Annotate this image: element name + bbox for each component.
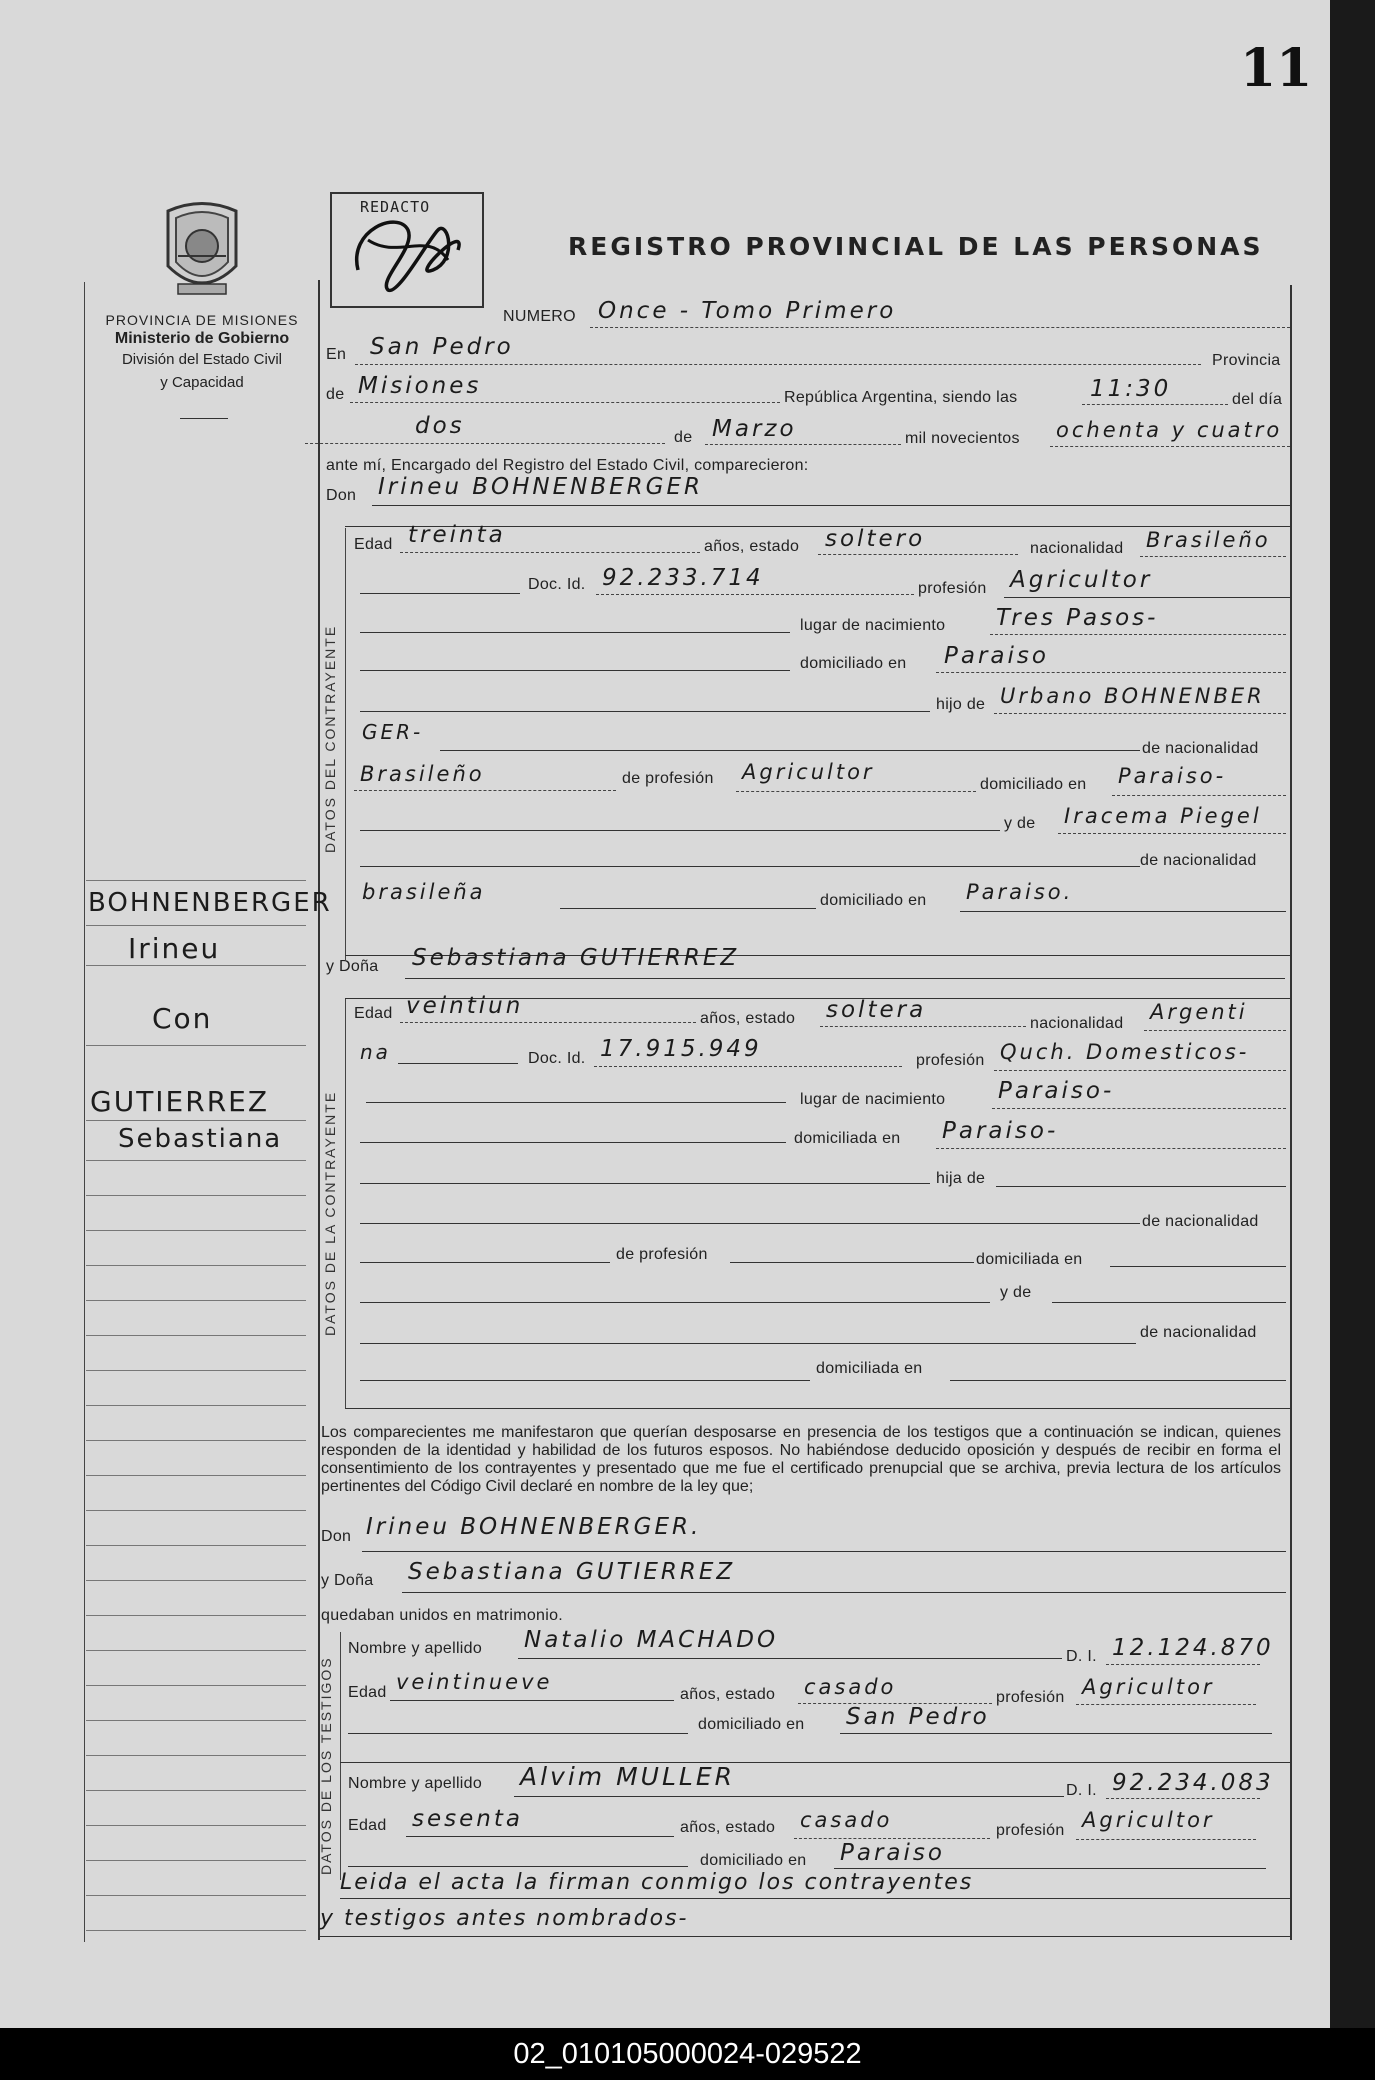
line-testigo2-nombre xyxy=(514,1796,1064,1797)
line-padre-domicilio xyxy=(1112,795,1286,796)
line-blank xyxy=(360,830,1000,831)
closing-line-2: y testigos antes nombrados- xyxy=(320,1906,689,1931)
line-domicilio-t2 xyxy=(834,1868,1266,1869)
value-declaracion-don: Irineu BOHNENBERGER. xyxy=(366,1514,702,1540)
line-en xyxy=(355,364,1201,365)
label-domiciliada-en: domiciliada en xyxy=(794,1130,901,1147)
redacto-stamp xyxy=(330,192,484,308)
line-declaracion-dona xyxy=(402,1592,1286,1593)
value-padre: Urbano BOHNENBER xyxy=(1000,684,1265,708)
margin-line xyxy=(86,1160,306,1161)
label-domiciliado-t2: domiciliado en xyxy=(700,1852,807,1869)
margin-line xyxy=(86,925,306,926)
line-contrayente-nombre xyxy=(372,505,1290,506)
line-blank xyxy=(360,1183,930,1184)
label-anos-estado: años, estado xyxy=(704,538,800,555)
margin-line xyxy=(86,1650,306,1651)
line-padre-cont xyxy=(440,750,1140,751)
institution-line-1: PROVINCIA DE MISIONES xyxy=(105,312,299,328)
label-edad-t2: Edad xyxy=(348,1817,387,1834)
label-madre-nacionalidad: de nacionalidad xyxy=(1140,852,1257,869)
margin-line xyxy=(86,1545,306,1546)
testigos-bracket xyxy=(340,1632,341,1880)
value-contrayente-edad: treinta xyxy=(408,522,506,548)
value-testigo1-nombre: Natalio MACHADO xyxy=(524,1627,779,1653)
value-contrayente-nombre: Irineu BOHNENBERGER xyxy=(378,474,703,500)
label-domiciliada-en-3: domiciliada en xyxy=(816,1360,923,1377)
image-caption: 02_010105000024-029522 xyxy=(0,2028,1375,2080)
line-testigos-separator xyxy=(340,1762,1290,1763)
margin-line xyxy=(86,1440,306,1441)
line-edad-t2 xyxy=(406,1836,674,1837)
label-don-declaracion: Don xyxy=(321,1528,352,1545)
margin-line xyxy=(86,1790,306,1791)
line-contrayenta-bottom xyxy=(345,1408,1290,1409)
line-edad-t1 xyxy=(390,1700,674,1701)
line-blank xyxy=(360,711,930,712)
label-profesion-t1: profesión xyxy=(996,1689,1065,1706)
line-doc xyxy=(596,594,914,595)
line-blank xyxy=(348,1733,688,1734)
line-provincia xyxy=(350,402,780,403)
line-contrayenta-nombre xyxy=(405,978,1285,979)
label-madre-domiciliado: domiciliado en xyxy=(820,892,927,909)
label-doc-2: Doc. Id. xyxy=(528,1050,586,1067)
label-de-provincia: de xyxy=(326,386,345,403)
document-title: REGISTRO PROVINCIAL DE LAS PERSONAS xyxy=(568,232,1264,261)
label-profesion-2: profesión xyxy=(916,1052,985,1069)
line-nac-cont xyxy=(398,1063,518,1064)
value-dia: dos xyxy=(415,413,465,439)
line-nacionalidad-2 xyxy=(1144,1030,1286,1031)
label-de-mes: de xyxy=(674,429,693,446)
value-contrayenta-lugar: Paraiso- xyxy=(998,1078,1115,1104)
value-testigo2-estado: casado xyxy=(800,1808,893,1832)
value-contrayenta-nacionalidad-cont: na xyxy=(360,1040,391,1064)
label-lugar-nacimiento: lugar de nacimiento xyxy=(800,617,946,634)
value-padre-cont: GER- xyxy=(362,720,424,744)
label-republica: República Argentina, siendo las xyxy=(784,389,1018,406)
line-testigo1-nombre xyxy=(518,1658,1062,1659)
value-testigo1-edad: veintinueve xyxy=(396,1670,553,1694)
value-hora: 11:30 xyxy=(1090,376,1172,402)
value-testigo1-domicilio: San Pedro xyxy=(846,1704,990,1730)
value-contrayenta-nacionalidad: Argenti xyxy=(1150,1000,1248,1024)
line-blank xyxy=(1052,1302,1286,1303)
label-lugar-nacimiento-2: lugar de nacimiento xyxy=(800,1091,946,1108)
line-estado-2 xyxy=(820,1026,1026,1027)
label-de-nacionalidad-2: de nacionalidad xyxy=(1142,1213,1259,1230)
label-padre-domiciliado: domiciliado en xyxy=(980,776,1087,793)
value-testigo2-edad: sesenta xyxy=(412,1806,523,1832)
line-closing-2 xyxy=(318,1936,1290,1937)
line-blank xyxy=(360,1302,990,1303)
margin-surname-2: GUTIERREZ xyxy=(90,1085,270,1118)
line-blank xyxy=(360,1262,610,1263)
value-contrayente-estado: soltero xyxy=(825,526,926,552)
margin-line xyxy=(86,1405,306,1406)
value-madre-nacionalidad: brasileña xyxy=(362,880,486,904)
line-anio xyxy=(1050,446,1290,447)
value-contrayenta-doc: 17.915.949 xyxy=(600,1036,762,1062)
contrayenta-bracket xyxy=(345,998,346,1408)
line-domicilio-2 xyxy=(936,1148,1286,1149)
margin-line xyxy=(86,1475,306,1476)
margin-line xyxy=(86,1580,306,1581)
value-provincia: Misiones xyxy=(358,373,482,399)
value-anio: ochenta y cuatro xyxy=(1056,418,1283,442)
line-edad-2 xyxy=(400,1022,696,1023)
line-profesion-t2 xyxy=(1076,1839,1256,1840)
line-padre xyxy=(994,713,1286,714)
margin-line xyxy=(86,1510,306,1511)
margin-line xyxy=(86,1265,306,1266)
line-blank xyxy=(360,1223,1140,1224)
line-lugar xyxy=(990,634,1286,635)
line-blank xyxy=(348,1866,688,1867)
section-label-contrayente: DATOS DEL CONTRAYENTE xyxy=(322,624,338,853)
line-mes xyxy=(705,444,901,445)
margin-surname-1: BOHNENBERGER xyxy=(88,888,332,918)
label-provincia: Provincia xyxy=(1212,352,1281,369)
value-padre-domicilio: Paraiso- xyxy=(1118,764,1227,788)
line-declaracion-don xyxy=(362,1551,1286,1552)
institution-rule xyxy=(180,418,228,419)
margin-line xyxy=(86,1615,306,1616)
value-testigo2-domicilio: Paraiso xyxy=(840,1840,945,1866)
margin-line xyxy=(86,1860,306,1861)
label-profesion-t2: profesión xyxy=(996,1822,1065,1839)
value-contrayente-lugar: Tres Pasos- xyxy=(996,605,1159,631)
line-domicilio xyxy=(936,672,1286,673)
institution-line-2: Ministerio de Gobierno xyxy=(114,330,290,347)
value-contrayenta-edad: veintiun xyxy=(406,993,524,1019)
value-contrayenta-domicilio: Paraiso- xyxy=(942,1118,1059,1144)
line-profesion xyxy=(1004,597,1290,598)
line-blank xyxy=(366,1102,786,1103)
declaration-paragraph: Los comparecientes me manifestaron que querían desposarse en presencia de los testigos que a continuación se indican, quienes responden de la identidad y habilidad de los futuros esposos. No habiéndose deducido oposición y después de recibir en forma el consentimiento de los contrayentes y presentado que me fue el certificado prenupcial que se archiva, previa lectura de los artículos pertinentes del Código Civil declaré en nombre de la ley que; xyxy=(321,1424,1281,1495)
line-blank xyxy=(950,1380,1286,1381)
institution-line-3: División del Estado Civil xyxy=(121,351,283,368)
label-quedaban-unidos: quedaban unidos en matrimonio. xyxy=(321,1607,564,1624)
label-doc: Doc. Id. xyxy=(528,576,586,593)
line-testigo2-di xyxy=(1106,1798,1260,1799)
label-hija-de: hija de xyxy=(936,1170,986,1187)
label-anos-estado-t2: años, estado xyxy=(680,1819,776,1836)
value-mes: Marzo xyxy=(712,416,797,442)
page-number: 11 xyxy=(1240,38,1313,99)
value-contrayente-domicilio: Paraiso xyxy=(944,643,1049,669)
margin-name-2: Sebastiana xyxy=(118,1124,283,1154)
value-padre-profesion: Agricultor xyxy=(742,760,875,784)
line-madre-nacionalidad xyxy=(560,908,816,909)
line-padre-profesion xyxy=(736,791,976,792)
left-margin-line xyxy=(84,282,85,1942)
label-de-nacionalidad: de nacionalidad xyxy=(1142,740,1259,757)
label-edad-2: Edad xyxy=(354,1005,393,1022)
line-estado-t2 xyxy=(794,1838,990,1839)
line-profesion-2 xyxy=(994,1070,1286,1071)
main-right-border xyxy=(1290,285,1292,1940)
value-contrayente-profesion: Agricultor xyxy=(1010,567,1153,593)
line-blank xyxy=(360,866,1140,867)
line-madre xyxy=(1058,833,1286,834)
margin-line xyxy=(86,965,306,966)
margin-line xyxy=(86,1720,306,1721)
line-closing-1 xyxy=(340,1898,1290,1899)
line-doc-blank xyxy=(360,593,520,594)
label-y-de-2: y de xyxy=(1000,1284,1032,1301)
label-domiciliado-t1: domiciliado en xyxy=(698,1716,805,1733)
value-madre-domicilio: Paraiso. xyxy=(966,880,1074,904)
line-madre-domicilio xyxy=(960,911,1286,912)
margin-con: Con xyxy=(152,1002,213,1035)
label-de-profesion: de profesión xyxy=(622,770,714,787)
label-domiciliada-en-2: domiciliada en xyxy=(976,1251,1083,1268)
line-hija-de xyxy=(996,1186,1286,1187)
margin-line xyxy=(86,1195,306,1196)
label-domiciliado-en: domiciliado en xyxy=(800,655,907,672)
line-profesion-t1 xyxy=(1076,1704,1256,1705)
value-testigo1-di: 12.124.870 xyxy=(1112,1635,1274,1661)
section-label-testigos: DATOS DE LOS TESTIGOS xyxy=(318,1656,334,1875)
coat-of-arms-icon xyxy=(158,196,246,304)
line-padre-nacionalidad xyxy=(354,790,616,791)
label-di: D. I. xyxy=(1066,1648,1097,1665)
value-contrayente-nacionalidad: Brasileño xyxy=(1146,528,1271,552)
label-anos-estado-t1: años, estado xyxy=(680,1686,776,1703)
institution-line-4: y Capacidad xyxy=(160,374,244,391)
scan-edge xyxy=(1330,0,1375,2028)
value-contrayenta-profesion: Quch. Domesticos- xyxy=(1000,1040,1250,1064)
label-de-nacionalidad-3: de nacionalidad xyxy=(1140,1324,1257,1341)
value-padre-nacionalidad: Brasileño xyxy=(360,762,485,786)
line-blank xyxy=(360,1380,810,1381)
margin-line xyxy=(86,1335,306,1336)
label-y-dona: y Doña xyxy=(326,958,379,975)
label-nacionalidad: nacionalidad xyxy=(1030,540,1124,557)
label-de-profesion-2: de profesión xyxy=(616,1246,708,1263)
label-edad: Edad xyxy=(354,536,393,553)
label-anos-estado-2: años, estado xyxy=(700,1010,796,1027)
label-nombre-apellido: Nombre y apellido xyxy=(348,1640,483,1657)
line-lugar-2 xyxy=(992,1108,1286,1109)
label-y-dona-declaracion: y Doña xyxy=(321,1572,374,1589)
margin-line xyxy=(86,1825,306,1826)
margin-line xyxy=(86,1045,306,1046)
label-ante-mi: ante mí, Encargado del Registro del Estado Civil, comparecieron: xyxy=(326,457,809,474)
margin-line xyxy=(86,1895,306,1896)
closing-line-1: Leida el acta la firman conmigo los contrayentes xyxy=(340,1870,974,1895)
label-edad-t1: Edad xyxy=(348,1684,387,1701)
label-numero: NUMERO xyxy=(503,308,576,325)
margin-line xyxy=(86,1370,306,1371)
line-domicilio-t1 xyxy=(840,1733,1272,1734)
value-testigo2-profesion: Agricultor xyxy=(1082,1808,1215,1832)
line-blank xyxy=(730,1262,974,1263)
value-declaracion-dona: Sebastiana GUTIERREZ xyxy=(408,1559,736,1585)
section-label-contrayenta: DATOS DE LA CONTRAYENTE xyxy=(322,1090,338,1336)
value-testigo1-estado: casado xyxy=(804,1675,897,1699)
label-di-2: D. I. xyxy=(1066,1782,1097,1799)
margin-name-1: Irineu xyxy=(128,932,221,965)
value-testigo2-nombre: Alvim MULLER xyxy=(520,1762,735,1791)
label-en: En xyxy=(326,346,347,363)
line-nacionalidad xyxy=(1140,556,1286,557)
stamp-signature xyxy=(338,200,476,300)
value-madre: Iracema Piegel xyxy=(1064,804,1262,828)
margin-line xyxy=(86,1755,306,1756)
value-testigo1-profesion: Agricultor xyxy=(1082,1675,1215,1699)
line-testigo1-di xyxy=(1106,1664,1260,1665)
value-testigo2-di: 92.234.083 xyxy=(1112,1770,1274,1796)
margin-line xyxy=(86,880,306,881)
line-blank xyxy=(360,670,790,671)
line-doc-2 xyxy=(594,1066,902,1067)
value-numero: Once - Tomo Primero xyxy=(598,298,897,324)
stamp-label: REDACTO xyxy=(360,198,431,216)
label-nacionalidad-2: nacionalidad xyxy=(1030,1015,1124,1032)
value-contrayenta-nombre: Sebastiana GUTIERREZ xyxy=(412,945,740,971)
label-don: Don xyxy=(326,487,357,504)
margin-line xyxy=(86,1930,306,1931)
value-contrayenta-estado: soltera xyxy=(826,997,927,1023)
line-edad xyxy=(400,552,700,553)
contrayente-bracket xyxy=(345,528,346,960)
line-blank xyxy=(360,632,790,633)
label-y-de: y de xyxy=(1004,815,1036,832)
label-profesion: profesión xyxy=(918,580,987,597)
line-blank xyxy=(360,1343,1136,1344)
label-hijo-de: hijo de xyxy=(936,696,986,713)
margin-line xyxy=(86,1300,306,1301)
line-estado xyxy=(818,554,1018,555)
line-dia xyxy=(305,443,665,444)
label-mil-novecientos: mil novecientos xyxy=(905,430,1020,447)
margin-line xyxy=(86,1685,306,1686)
value-en: San Pedro xyxy=(370,334,514,360)
line-blank xyxy=(360,1142,786,1143)
line-hora xyxy=(1082,404,1228,405)
line-numero xyxy=(590,327,1290,328)
margin-line xyxy=(86,1230,306,1231)
label-nombre-apellido-2: Nombre y apellido xyxy=(348,1775,483,1792)
label-del-dia: del día xyxy=(1232,391,1283,408)
value-contrayente-doc: 92.233.714 xyxy=(602,565,764,591)
margin-line xyxy=(86,1120,306,1121)
line-blank xyxy=(1110,1266,1286,1267)
